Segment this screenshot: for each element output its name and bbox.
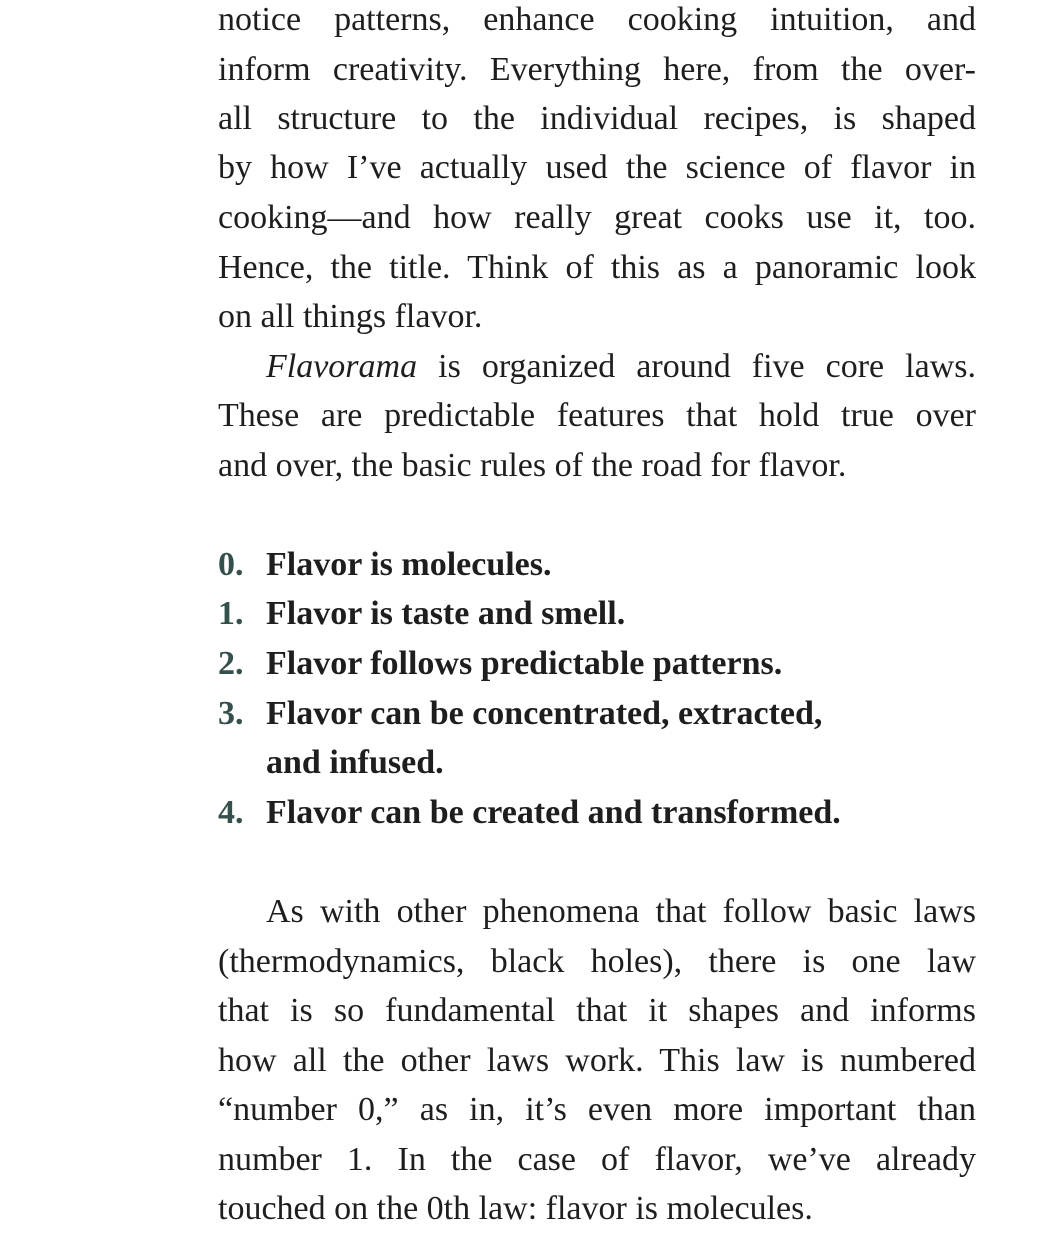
law-number: 0.: [218, 546, 244, 583]
text-line: These are predictable features that hold true over: [218, 397, 976, 434]
law-number: 4.: [218, 794, 244, 831]
text-line: inform creativity. Everything here, from the over-: [218, 51, 976, 88]
law-text: and infused.: [266, 744, 444, 781]
law-text: Flavor can be created and transformed.: [266, 794, 841, 831]
text-line: by how I’ve actually used the science of flavor in: [218, 149, 976, 186]
law-number: 3.: [218, 695, 244, 732]
text-span: is organized around five core laws.: [417, 348, 976, 385]
text-line: touched on the 0th law: flavor is molecules.: [218, 1190, 813, 1227]
text-line: [266, 347, 976, 387]
text-line: “number 0,” as in, it’s even more important than: [218, 1091, 976, 1128]
law-text: Flavor follows predictable patterns.: [266, 645, 783, 682]
text-line: As with other phenomena that follow basic laws: [266, 893, 976, 930]
law-text: Flavor is molecules.: [266, 546, 552, 583]
text-line: that is so fundamental that it shapes and informs: [218, 992, 976, 1029]
text-line: (thermodynamics, black holes), there is one law: [218, 943, 976, 980]
law-number: 1.: [218, 595, 244, 632]
text-line: and over, the basic rules of the road for flavor.: [218, 447, 847, 484]
law-text: Flavor can be concentrated, extracted,: [266, 695, 823, 732]
book-title: Flavorama: [266, 348, 418, 385]
law-number: 2.: [218, 645, 244, 682]
text-line: notice patterns, enhance cooking intuition, and: [218, 1, 976, 38]
text-line: number 1. In the case of flavor, we’ve already: [218, 1141, 976, 1178]
text-line: how all the other laws work. This law is numbered: [218, 1042, 976, 1079]
text-line: cooking—and how really great cooks use it, too.: [218, 199, 976, 236]
law-text: Flavor is taste and smell.: [266, 595, 626, 632]
text-line: on all things flavor.: [218, 298, 483, 335]
text-line: Hence, the title. Think of this as a panoramic look: [218, 249, 976, 286]
text-line: all structure to the individual recipes, is shaped: [218, 100, 976, 137]
